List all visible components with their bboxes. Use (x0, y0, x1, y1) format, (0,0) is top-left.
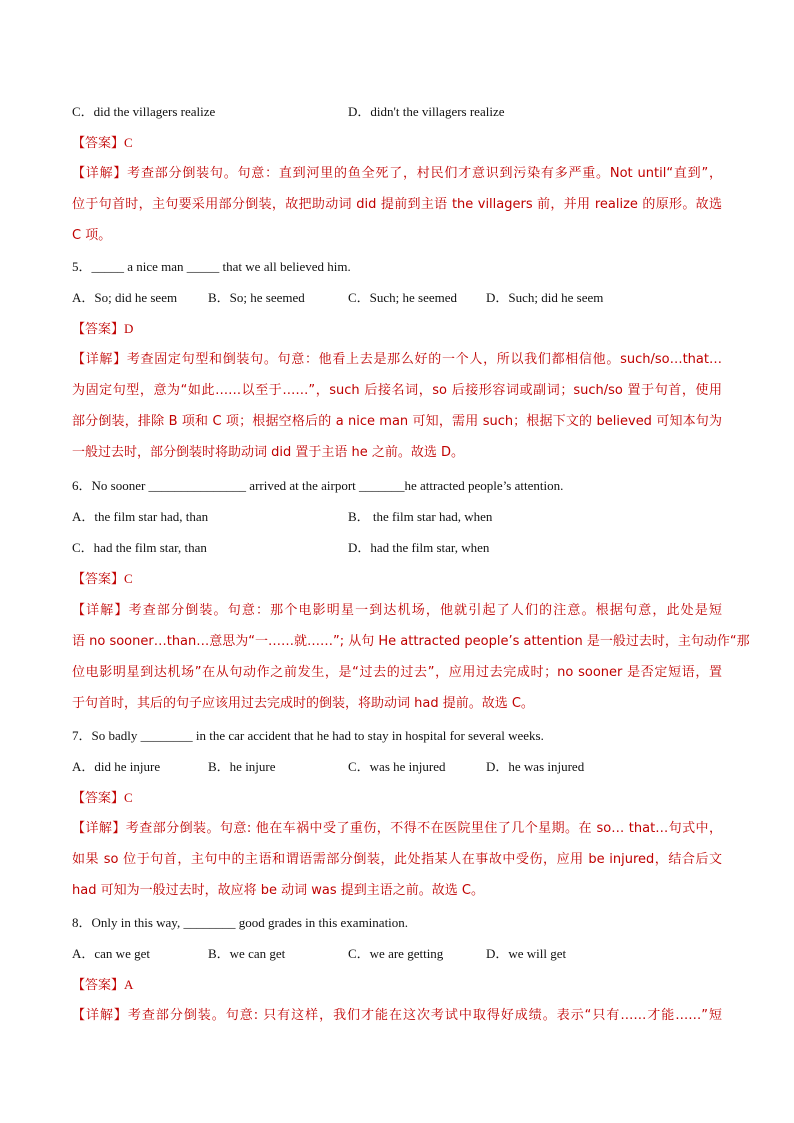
q5-option-c: C．Such; he seemed (348, 290, 458, 305)
q5-option-a: A．So; did he seem (72, 290, 178, 305)
q4-answer (72, 133, 722, 154)
q6-stem: 6．No sooner _______________ arrived at the airport _______he attracted people’s attention. (72, 478, 564, 493)
q7-option-a: A．did he injure (72, 759, 161, 774)
detail-tag: 【详解】 (72, 1008, 128, 1023)
q7-option-b: B．he injure (208, 759, 276, 774)
q6-option-d: D．had the film star, when (348, 540, 490, 555)
q4-option-d: D．didn't the villagers realize (348, 104, 505, 119)
q4-detail-line-3: C 项。 (72, 228, 112, 243)
q8-option-c: C．we are getting (348, 946, 444, 961)
q5-stem: 5．_____ a nice man _____ that we all believed him. (72, 259, 351, 274)
answer-value: C (124, 135, 133, 150)
q7-detail-line-2: 如果 so 位于句首，主句中的主语和谓语需部分倒装，此处指某人在事故中受伤，应用 be injured，结合后文 (72, 852, 722, 867)
answer-value: C (124, 790, 133, 805)
q5-answer (72, 319, 722, 340)
answer-tag: 【答案】 (72, 978, 125, 993)
q7-option-d: D．he was injured (486, 759, 585, 774)
detail-tag: 【详解】 (72, 352, 127, 367)
q6-detail-line-1 (72, 601, 722, 621)
q6-detail-line-4: 于句首时，其后的句子应该用过去完成时的倒装，将助动词 had 提前。故选 C。 (72, 696, 534, 711)
q7-option-c: C．was he injured (348, 759, 446, 774)
detail-text: 考查部分倒装。句意: 他在车祸中受了重伤，不得不在医院里住了几个星期。在 so… that…句式中， (125, 821, 722, 836)
detail-text: 考查部分倒装。句意：那个电影明星一到达机场，他就引起了人们的注意。根据句意，此处是短 (128, 603, 722, 618)
q6-option-b: B． the film star had, when (348, 509, 493, 524)
q6-option-a: A．the film star had, than (72, 509, 209, 524)
q7-detail-line-3: had 可知为一般过去时，故应将 be 动词 was 提到主语之前。故选 C。 (72, 883, 484, 898)
q5-detail-line-3: 部分倒装，排除 B 项和 C 项；根据空格后的 a nice man 可知，需用 such；根据下文的 believed 可知本句为 (72, 414, 722, 429)
q5-detail-line-2: 为固定句型，意为“如此……以至于……”，such 后接名词，so 后接形容词或副词；such/so 置于句首，使用 (72, 383, 722, 398)
answer-value: A (124, 977, 134, 992)
detail-tag: 【详解】 (72, 821, 126, 836)
detail-tag: 【详解】 (72, 166, 128, 181)
detail-text: 考查部分倒装。句意: 只有这样，我们才能在这次考试中取得好成绩。表示“只有……才能……”短 (127, 1008, 722, 1023)
q4-option-c: C．did the villagers realize (72, 104, 216, 119)
q7-detail-line-1 (72, 819, 722, 839)
q8-option-b: B．we can get (208, 946, 286, 961)
q7-stem: 7．So badly ________ in the car accident that he had to stay in hospital for several weeks. (72, 728, 544, 743)
answer-tag: 【答案】 (72, 572, 125, 587)
detail-text: 考查部分倒装句。句意：直到河里的鱼全死了，村民们才意识到污染有多严重。Not until“直到”， (127, 166, 722, 181)
answer-value: C (124, 571, 133, 586)
q5-option-d: D．Such; did he seem (486, 290, 604, 305)
answer-tag: 【答案】 (72, 136, 125, 151)
q8-detail-line-1 (72, 1006, 722, 1026)
q4-detail-line-2: 位于句首时，主句要采用部分倒装，故把助动词 did 提前到主语 the villagers 前，并用 realize 的原形。故选 (72, 197, 722, 212)
q8-option-d: D．we will get (486, 946, 567, 961)
q6-detail-line-2: 语 no sooner…than…意思为“一……就……”; 从句 He attracted people’s attention 是一般过去时，主句动作“那 (72, 634, 750, 649)
answer-tag: 【答案】 (72, 322, 125, 337)
answer-tag: 【答案】 (72, 791, 125, 806)
q8-stem: 8．Only in this way, ________ good grades in this examination. (72, 915, 409, 930)
q8-option-a: A．can we get (72, 946, 150, 961)
q7-answer (72, 788, 722, 809)
q8-answer (72, 975, 722, 996)
q6-detail-line-3: 位电影明星到达机场”在从句动作之前发生，是“过去的过去”，应用过去完成时；no sooner 是否定短语，置 (72, 665, 722, 680)
answer-value: D (124, 321, 134, 336)
q6-answer (72, 569, 722, 590)
q6-option-c: C．had the film star, than (72, 540, 207, 555)
detail-tag: 【详解】 (72, 603, 129, 618)
detail-text: 考查固定句型和倒装句。句意：他看上去是那么好的一个人，所以我们都相信他。such/so…that… (126, 352, 722, 367)
q4-detail-line-1 (72, 164, 722, 184)
q5-detail-line-4: 一般过去时，部分倒装时将助动词 did 置于主语 he 之前。故选 D。 (72, 445, 465, 460)
q5-detail-line-1 (72, 350, 722, 370)
q5-option-b: B．So; he seemed (208, 290, 305, 305)
